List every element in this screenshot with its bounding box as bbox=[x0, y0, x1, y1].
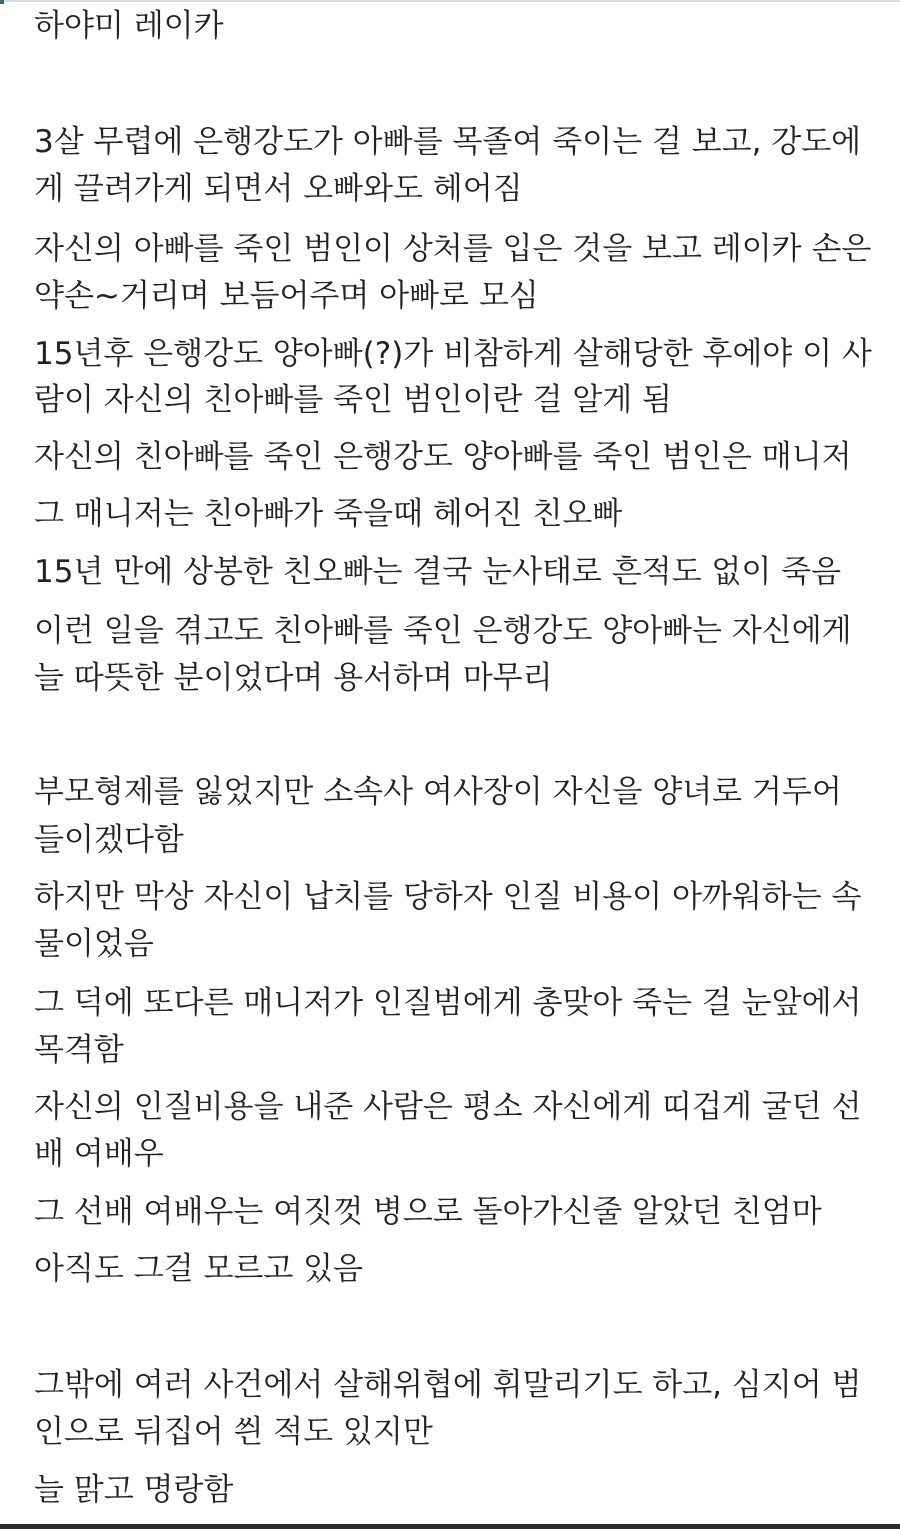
text-line: 배 여배우 bbox=[34, 1136, 164, 1172]
text-line: 3살 무렵에 은행강도가 아빠를 목졸여 죽이는 걸 보고, 강도에 bbox=[34, 124, 862, 160]
text-line: 늘 따뜻한 분이었다며 용서하며 마무리 bbox=[34, 660, 553, 696]
text-line: 인으로 뒤집어 씐 적도 있지만 bbox=[34, 1414, 433, 1450]
text-line: 물이었음 bbox=[34, 926, 154, 962]
text-line: 이런 일을 겪고도 친아빠를 죽인 은행강도 양아빠는 자신에게 bbox=[34, 613, 852, 649]
text-line: 자신의 아빠를 죽인 범인이 상처를 입은 것을 보고 레이카 손은 bbox=[34, 231, 872, 267]
text-line: 그 덕에 또다른 매니저가 인질범에게 총맞아 죽는 걸 눈앞에서 bbox=[34, 985, 862, 1021]
post-title: 하야미 레이카 bbox=[34, 8, 224, 44]
bottom-divider bbox=[0, 1524, 900, 1529]
text-line: 그 매니저는 친아빠가 죽을때 헤어진 친오빠 bbox=[34, 496, 623, 532]
text-line: 자신의 인질비용을 내준 사람은 평소 자신에게 띠겁게 굴던 선 bbox=[34, 1089, 862, 1125]
text-line: 그 선배 여배우는 여짓껏 병으로 돌아가신줄 알았던 친엄마 bbox=[34, 1194, 822, 1230]
text-line: 약손~거리며 보듬어주며 아빠로 모심 bbox=[34, 278, 539, 314]
text-line: 게 끌려가게 되면서 오빠와도 헤어짐 bbox=[34, 171, 523, 207]
text-line: 람이 자신의 친아빠를 죽인 범인이란 걸 알게 됨 bbox=[34, 382, 672, 418]
text-line: 그밖에 여러 사건에서 살해위협에 휘말리기도 하고, 심지어 범 bbox=[34, 1367, 862, 1403]
text-line: 15년 만에 상봉한 친오빠는 결국 눈사태로 흔적도 없이 죽음 bbox=[34, 554, 842, 590]
text-line: 15년후 은행강도 양아빠(?)가 비참하게 살해당한 후에야 이 사 bbox=[34, 336, 872, 372]
text-line: 들이겠다함 bbox=[34, 822, 184, 858]
text-line: 늘 맑고 명랑함 bbox=[34, 1472, 234, 1508]
text-line: 목격함 bbox=[34, 1032, 124, 1068]
text-line: 부모형제를 잃었지만 소속사 여사장이 자신을 양녀로 거두어 bbox=[34, 774, 842, 810]
text-line: 하지만 막상 자신이 납치를 당하자 인질 비용이 아까워하는 속 bbox=[34, 879, 862, 915]
text-line: 자신의 친아빠를 죽인 은행강도 양아빠를 죽인 범인은 매니저 bbox=[34, 439, 852, 475]
text-line: 아직도 그걸 모르고 있음 bbox=[34, 1251, 364, 1287]
